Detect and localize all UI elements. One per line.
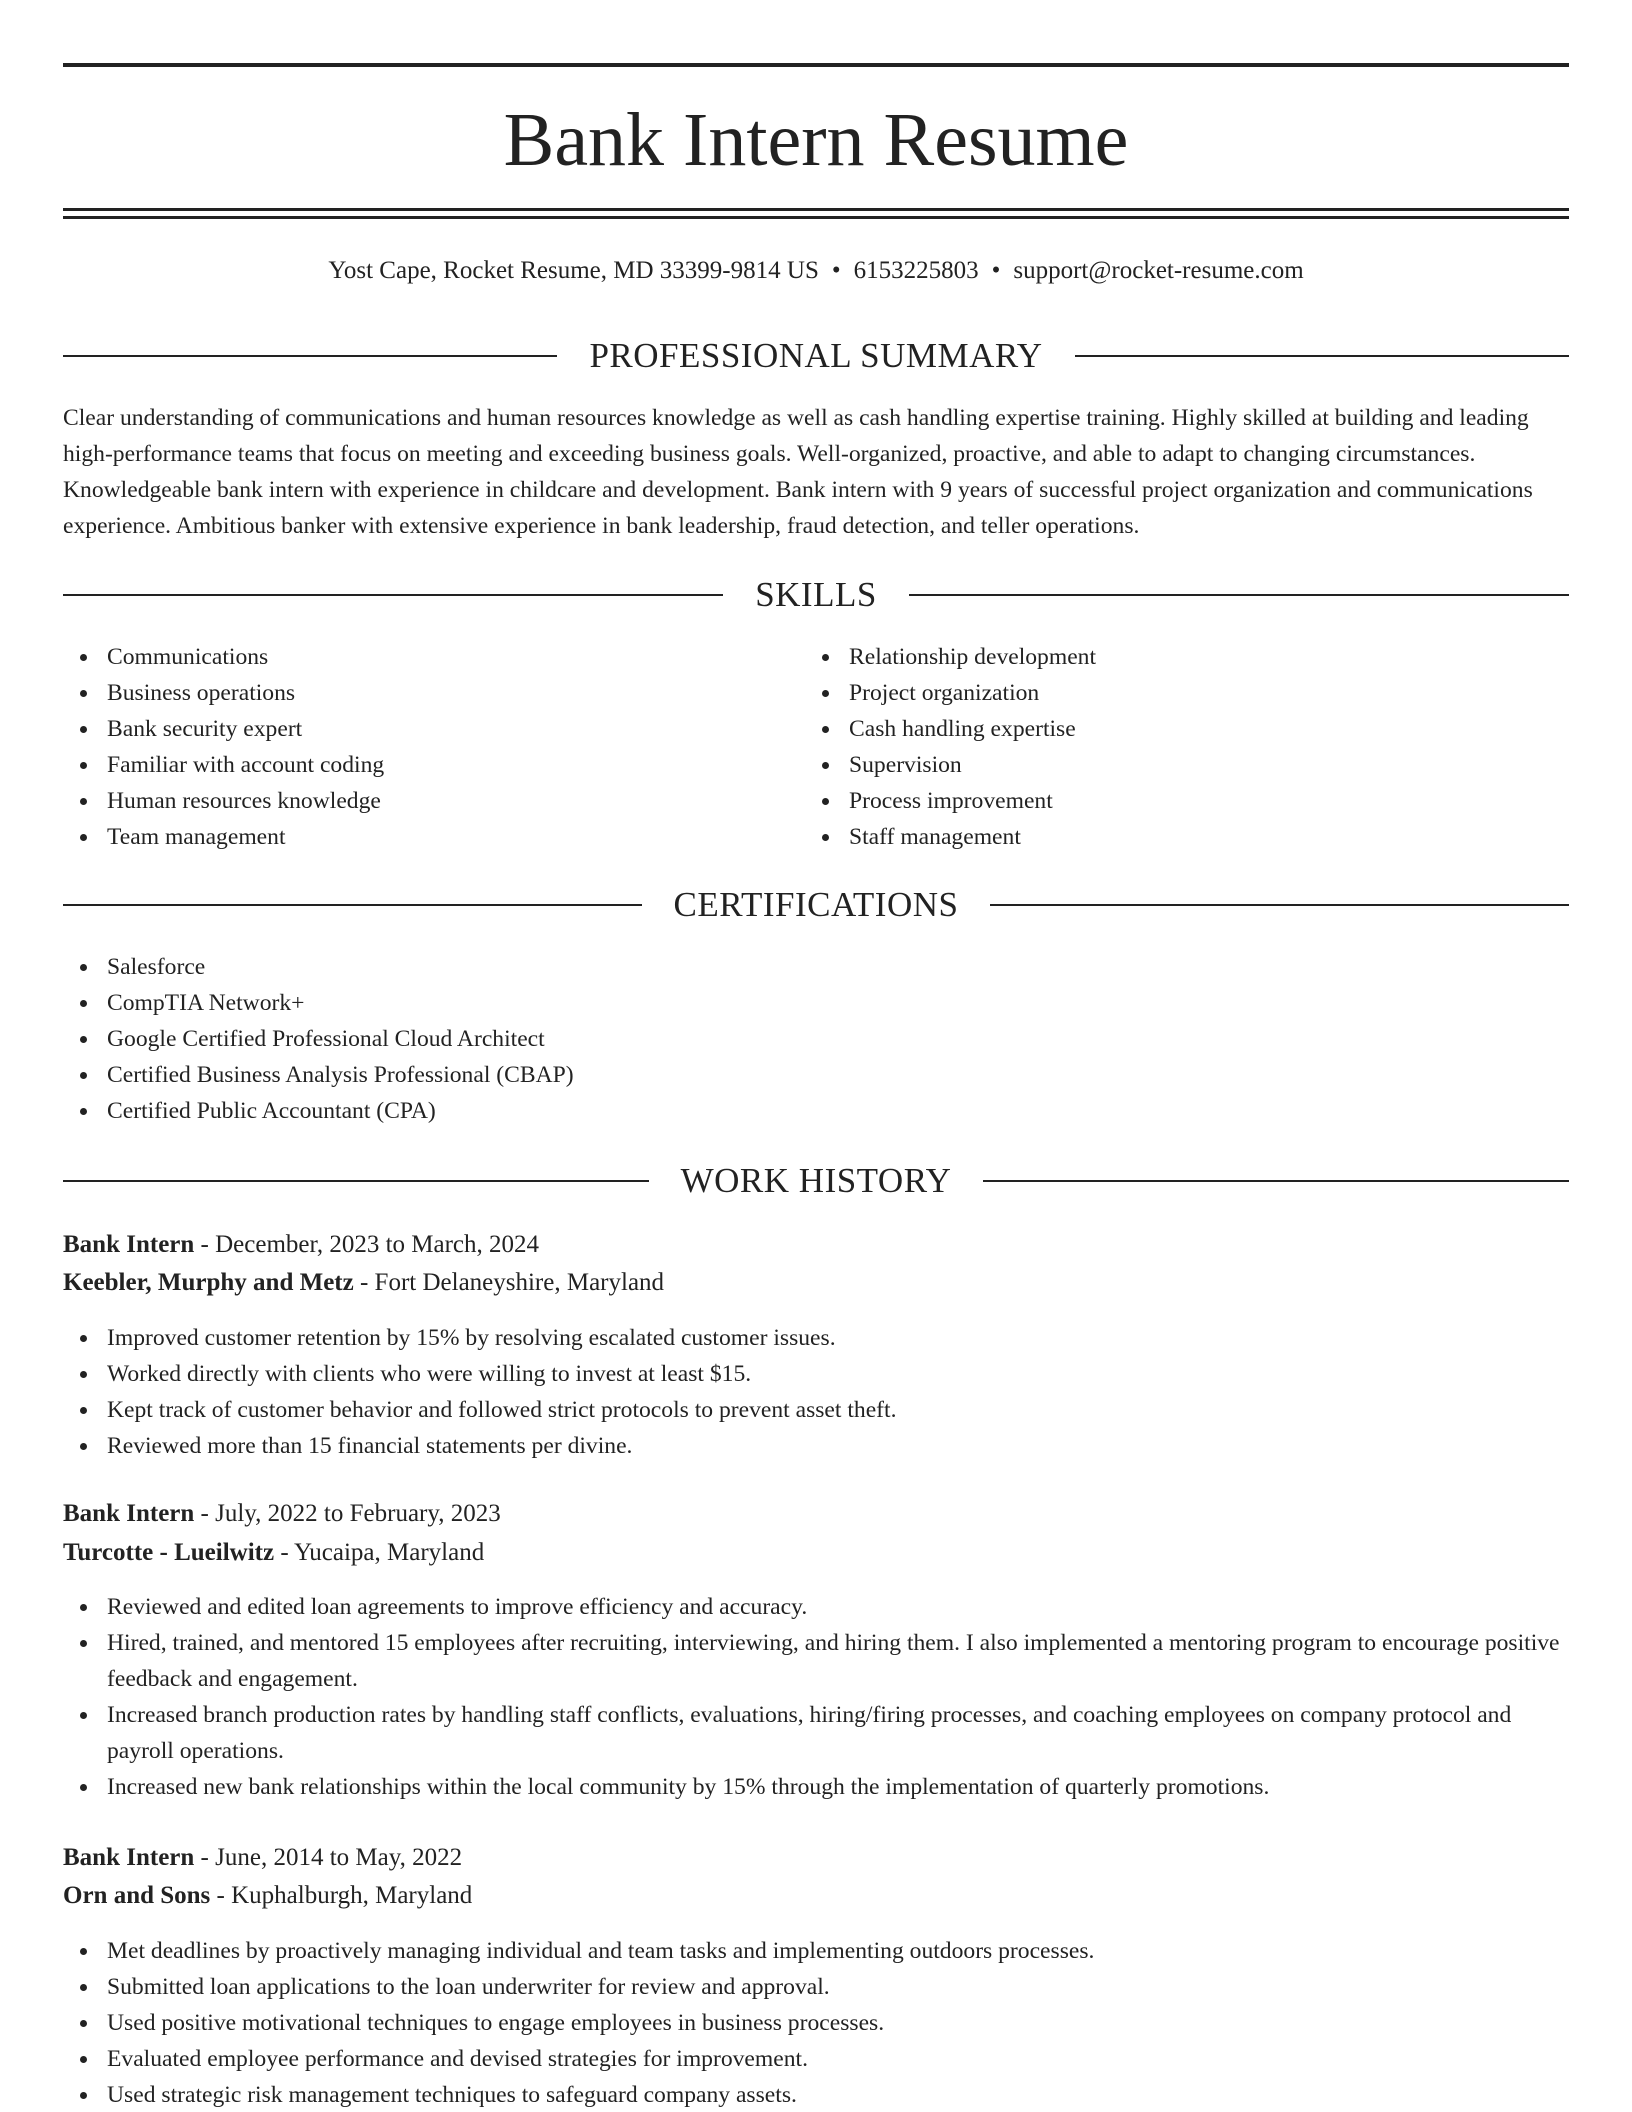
job-dates: - December, 2023 to March, 2024	[194, 1231, 540, 1258]
job-bullet: Used strategic risk management techniques to safeguard company assets.	[63, 2077, 1569, 2112]
summary-text: Clear understanding of communications and human resources knowledge as well as cash handling expertise training. Highly skilled at building and leading high-performance teams that focus on meeting and exceeding business goals. Well-organized, proactive, and able to adapt to changing circumstances. Knowledgeable bank intern with experience in childcare and development. Bank intern with 9 years of successful project organization and communications experience. Ambitious banker with extensive experience in bank leadership, fraud detection, and teller operations.	[63, 405, 1533, 539]
skill-item: Business operations	[63, 675, 763, 711]
job-bullet: Kept track of customer behavior and followed strict protocols to prevent asset theft.	[63, 1392, 1569, 1428]
skills-list-left	[63, 639, 763, 855]
job-bullets	[63, 1933, 1569, 2112]
section-title: WORK HISTORY	[680, 1161, 952, 1200]
job-bullet: Increased branch production rates by handling staff conflicts, evaluations, hiring/firing processes, and coaching employees on company protocol and payroll operations.	[63, 1697, 1569, 1769]
skills-heading	[63, 575, 1569, 615]
contact-line	[63, 256, 1569, 286]
job-company: Keebler, Murphy and Metz	[63, 1269, 354, 1296]
job-title-line	[63, 1498, 1569, 1530]
job-bullet: Submitted loan applications to the loan underwriter for review and approval.	[63, 1969, 1569, 2005]
job-bullet: Hired, trained, and mentored 15 employees after recruiting, interviewing, and hiring them. I also implemented a mentoring program to encourage positive feedback and engagement.	[63, 1625, 1569, 1697]
skill-item: Project organization	[805, 675, 1505, 711]
job-dates: - July, 2022 to February, 2023	[194, 1500, 501, 1527]
certifications-heading	[63, 885, 1569, 925]
certification-item: Salesforce	[63, 949, 1063, 985]
job-company: Orn and Sons	[63, 1882, 211, 1909]
job-company-line	[63, 1267, 1569, 1299]
skill-item: Staff management	[805, 819, 1505, 855]
top-rule	[63, 63, 1569, 67]
skill-item: Human resources knowledge	[63, 783, 763, 819]
skill-item: Supervision	[805, 747, 1505, 783]
job-title-line	[63, 1842, 1569, 1874]
job-bullets	[63, 1320, 1569, 1464]
job-location: - Yucaipa, Maryland	[274, 1539, 485, 1566]
skill-item: Communications	[63, 639, 763, 675]
section-title: PROFESSIONAL SUMMARY	[589, 336, 1043, 375]
skill-item: Relationship development	[805, 639, 1505, 675]
job-title-line	[63, 1229, 1569, 1261]
job-bullet: Increased new bank relationships within the local community by 15% through the implementation of quarterly promotions.	[63, 1769, 1569, 1805]
heading-rule	[1075, 355, 1569, 357]
job-bullet: Met deadlines by proactively managing individual and team tasks and implementing outdoors processes.	[63, 1933, 1569, 1969]
heading-rule	[983, 1180, 1569, 1182]
certification-item: Certified Business Analysis Professional (CBAP)	[63, 1057, 1063, 1093]
skill-item: Process improvement	[805, 783, 1505, 819]
heading-rule	[990, 904, 1569, 906]
certification-item: CompTIA Network+	[63, 985, 1063, 1021]
section-title: CERTIFICATIONS	[673, 885, 959, 924]
contact-separator: •	[831, 257, 841, 284]
skill-item: Bank security expert	[63, 711, 763, 747]
job-location: - Kuphalburgh, Maryland	[210, 1882, 473, 1909]
job-dates: - June, 2014 to May, 2022	[194, 1844, 463, 1871]
job-company: Turcotte - Lueilwitz	[63, 1539, 275, 1566]
heading-rule	[909, 594, 1569, 596]
title-rule-upper	[63, 208, 1569, 211]
heading-rule	[63, 355, 557, 357]
job-company-line	[63, 1880, 1569, 1912]
job-bullet: Reviewed more than 15 financial statements per divine.	[63, 1428, 1569, 1464]
contact-separator: •	[991, 257, 1001, 284]
job-company-line	[63, 1537, 1569, 1569]
skills-list-right	[805, 639, 1505, 855]
title-rule-lower	[63, 216, 1569, 219]
job-bullets	[63, 1589, 1569, 1805]
skill-item: Team management	[63, 819, 763, 855]
job-title: Bank Intern	[63, 1231, 195, 1258]
heading-rule	[63, 904, 642, 906]
heading-rule	[63, 1180, 649, 1182]
certifications-list	[63, 949, 1063, 1129]
job-bullet: Worked directly with clients who were willing to invest at least $15.	[63, 1356, 1569, 1392]
job-title: Bank Intern	[63, 1500, 195, 1527]
job-bullet: Used positive motivational techniques to engage employees in business processes.	[63, 2005, 1569, 2041]
work-history-heading	[63, 1161, 1569, 1201]
resume-title: Bank Intern Resume	[503, 98, 1129, 182]
summary-heading	[63, 336, 1569, 376]
certification-item: Certified Public Accountant (CPA)	[63, 1093, 1063, 1129]
skill-item: Familiar with account coding	[63, 747, 763, 783]
job-bullet: Reviewed and edited loan agreements to improve efficiency and accuracy.	[63, 1589, 1569, 1625]
heading-rule	[63, 594, 723, 596]
skill-item: Cash handling expertise	[805, 711, 1505, 747]
contact-address: Yost Cape, Rocket Resume, MD 33399-9814 US	[328, 257, 819, 284]
certification-item: Google Certified Professional Cloud Architect	[63, 1021, 1063, 1057]
job-bullet: Evaluated employee performance and devised strategies for improvement.	[63, 2041, 1569, 2077]
job-title: Bank Intern	[63, 1844, 195, 1871]
contact-email: support@rocket-resume.com	[1013, 257, 1304, 284]
contact-phone: 6153225803	[853, 257, 979, 284]
job-location: - Fort Delaneyshire, Maryland	[353, 1269, 665, 1296]
section-title: SKILLS	[755, 575, 877, 614]
job-bullet: Improved customer retention by 15% by resolving escalated customer issues.	[63, 1320, 1569, 1356]
